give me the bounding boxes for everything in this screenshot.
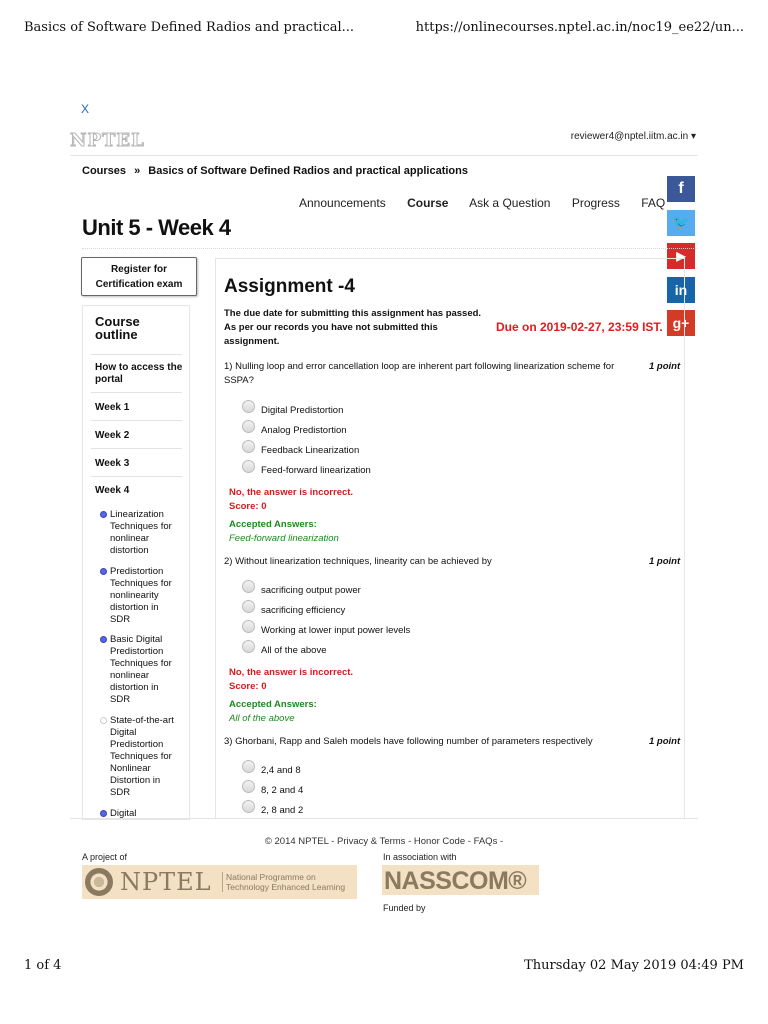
nptel-logo-subtitle-line: Technology Enhanced Learning	[226, 882, 346, 892]
print-footer	[24, 958, 744, 976]
option-label: Analog Predistortion	[261, 425, 347, 436]
faqs-link[interactable]: FAQs -	[473, 836, 504, 847]
due-notice-line: assignment.	[224, 336, 280, 347]
due-notice	[224, 307, 481, 349]
sidebar-divider	[91, 476, 182, 477]
breadcrumb-courses-link[interactable]: Courses	[82, 165, 127, 177]
lesson-label: Digital	[110, 808, 137, 819]
radio-button[interactable]	[242, 460, 255, 473]
nasscom-logo[interactable]	[382, 865, 539, 895]
sidebar-divider	[91, 420, 182, 421]
sidebar-divider	[91, 354, 182, 355]
radio-button[interactable]	[242, 440, 255, 453]
course-outline-title: Course outline	[95, 314, 140, 342]
sidebar-item-week-3[interactable]: Week 3	[95, 458, 130, 469]
radio-button[interactable]	[242, 420, 255, 433]
option-label: Feed-forward linearization	[261, 465, 371, 476]
radio-button[interactable]	[242, 780, 255, 793]
radio-button[interactable]	[242, 760, 255, 773]
print-page-url: https://onlinecourses.nptel.ac.in/noc19_ee22/un...	[415, 20, 744, 35]
tab-announcements[interactable]: Announcements	[299, 196, 386, 210]
score-text: Score: 0	[229, 501, 267, 512]
twitter-icon[interactable]: 🐦	[667, 210, 695, 236]
course-outline-sidebar	[82, 305, 190, 820]
tab-faq[interactable]: FAQ	[641, 196, 666, 210]
due-notice-line: As per our records you have not submitted this	[224, 322, 438, 333]
option-label: 8, 2 and 4	[261, 785, 304, 796]
question-2-accepted-label: Accepted Answers:	[229, 699, 317, 710]
nptel-header-logo[interactable]: NPTEL	[70, 130, 145, 151]
radio-button[interactable]	[242, 800, 255, 813]
page-title: Unit 5 - Week 4	[82, 215, 231, 240]
print-datetime: Thursday 02 May 2019 04:49 PM	[524, 958, 744, 973]
user-menu[interactable]: reviewer4@nptel.iitm.ac.in ▾	[570, 131, 696, 142]
question-2-result	[229, 666, 353, 694]
option-label: Digital Predistortion	[261, 405, 344, 416]
score-text: Score: 0	[229, 681, 267, 692]
google-plus-icon[interactable]: g+	[667, 310, 695, 336]
sidebar-divider	[91, 448, 182, 449]
question-3-text: 3) Ghorbani, Rapp and Saleh models have following number of parameters respectively	[224, 736, 593, 747]
tab-ask-question[interactable]: Ask a Question	[469, 196, 551, 210]
sidebar-item-portal[interactable]: How to access the portal	[95, 362, 183, 385]
lesson-linearization[interactable]	[100, 509, 180, 557]
radio-button[interactable]	[242, 640, 255, 653]
option-label: Working at lower input power levels	[261, 625, 411, 636]
question-1-result	[229, 486, 353, 514]
option-label: All of the above	[261, 645, 327, 656]
option-label: sacrificing efficiency	[261, 605, 346, 616]
question-1-accepted-answer: Feed-forward linearization	[229, 533, 339, 544]
question-1-points: 1 point	[649, 361, 681, 372]
facebook-icon[interactable]: f	[667, 176, 695, 202]
option-label: Feedback Linearization	[261, 445, 360, 456]
assignment-title: Assignment -4	[224, 276, 355, 297]
lesson-label: Linearization Techniques for nonlinear distortion	[110, 509, 172, 556]
footer-links	[0, 836, 768, 847]
option-label: 2, 8 and 2	[261, 805, 304, 816]
sidebar-item-week-2[interactable]: Week 2	[95, 430, 130, 441]
radio-button[interactable]	[242, 580, 255, 593]
radio-button[interactable]	[242, 400, 255, 413]
tab-progress[interactable]: Progress	[571, 196, 620, 210]
radio-button[interactable]	[242, 620, 255, 633]
result-text: No, the answer is incorrect.	[229, 487, 354, 498]
association-label: In association with	[383, 852, 457, 862]
nptel-logo-subtitle-line: National Programme on	[226, 872, 316, 882]
nptel-logo-text: NPTEL	[120, 868, 212, 896]
lesson-label: State-of-the-art Digital Predistortion Techniques for Nonlinear Distortion in SDR	[110, 715, 174, 798]
copyright-text: © 2014 NPTEL -	[264, 836, 335, 847]
breadcrumb	[82, 165, 473, 177]
sidebar-item-week-4[interactable]: Week 4	[95, 485, 130, 496]
linkedin-icon[interactable]: in	[667, 277, 695, 303]
nptel-footer-logo[interactable]	[82, 865, 357, 899]
completed-dot-icon	[100, 568, 107, 575]
completed-dot-icon	[100, 511, 107, 518]
print-page-number: 1 of 4	[24, 958, 62, 973]
funded-by-label: Funded by	[383, 903, 426, 913]
project-of-label: A project of	[82, 852, 128, 862]
lesson-basic-digital-predistortion[interactable]	[100, 634, 180, 706]
question-2-points: 1 point	[649, 556, 681, 567]
lesson-predistortion[interactable]	[100, 566, 180, 626]
print-header	[24, 20, 744, 38]
nasscom-logo-text: NASSCOM®	[384, 867, 527, 895]
assignment-panel	[215, 258, 685, 818]
youtube-icon[interactable]: ▶	[667, 243, 695, 269]
option-label: sacrificing output power	[261, 585, 361, 596]
question-1-text: 1) Nulling loop and error cancellation loop are inherent part following linearization scheme for SSPA?	[224, 361, 615, 386]
question-2-text: 2) Without linearization techniques, linearity can be achieved by	[224, 556, 492, 567]
nptel-logo-subtitle	[222, 872, 345, 892]
breadcrumb-course-link[interactable]: Basics of Software Defined Radios and practical applications	[148, 165, 468, 177]
due-date: Due on 2019-02-27, 23:59 IST.	[496, 320, 663, 334]
result-text: No, the answer is incorrect.	[229, 667, 354, 678]
question-1-accepted-label: Accepted Answers:	[229, 519, 317, 530]
course-tabs	[299, 196, 683, 212]
privacy-link[interactable]: Privacy & Terms -	[336, 836, 412, 847]
radio-button[interactable]	[242, 600, 255, 613]
question-2-accepted-answer: All of the above	[229, 713, 295, 724]
close-icon[interactable]: X	[81, 102, 90, 116]
lesson-label: Basic Digital Predistortion Techniques for nonlinear distortion in SDR	[110, 634, 172, 705]
print-page-title: Basics of Software Defined Radios and practical...	[24, 20, 355, 35]
tab-course[interactable]: Course	[407, 196, 449, 210]
lesson-label: Predistortion Techniques for nonlinearity distortion in SDR	[110, 566, 172, 625]
completed-dot-icon	[100, 636, 107, 643]
breadcrumb-separator: »	[134, 165, 141, 177]
register-certification-button[interactable]: Register for Certification exam	[81, 257, 197, 296]
top-bar	[70, 126, 698, 156]
question-3-points: 1 point	[649, 736, 681, 747]
footer-divider	[70, 818, 698, 819]
title-divider	[82, 248, 698, 249]
sidebar-item-week-1[interactable]: Week 1	[95, 402, 130, 413]
due-notice-line: The due date for submitting this assignment has passed.	[224, 308, 482, 319]
option-label: 2,4 and 8	[261, 765, 301, 776]
nptel-emblem-icon	[85, 868, 113, 896]
honor-code-link[interactable]: Honor Code -	[413, 836, 471, 847]
lesson-state-of-the-art[interactable]	[100, 715, 180, 799]
completed-dot-icon	[100, 810, 107, 817]
sidebar-divider	[91, 392, 182, 393]
incomplete-dot-icon	[100, 717, 107, 724]
